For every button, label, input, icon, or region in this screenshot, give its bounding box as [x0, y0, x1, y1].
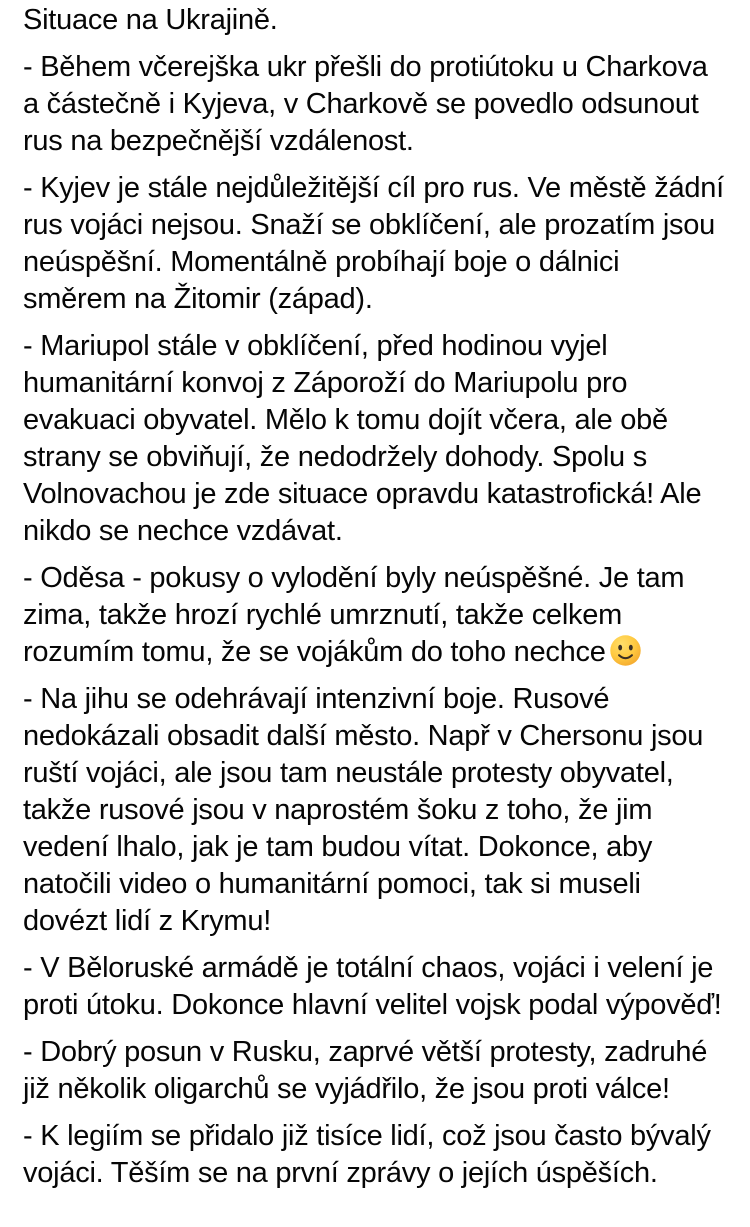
post-paragraph-with-emoji: [23, 560, 730, 671]
post-paragraph: - K legiím se přidalo již tisíce lidí, což jsou často bývalý vojáci. Těším se na první zprávy o jejích úspěších.: [23, 1120, 711, 1189]
post-paragraph: - Na jihu se odehrávají intenzivní boje. Rusové nedokázali obsadit další město. Např v Chersonu jsou ruští vojáci, ale jsou tam neustále protesty obyvatel, takže rusové jsou v naprostém šoku z toho, že jim vedení lhalo, jak je tam budou vítat. Dokonce, aby natočili video o humanitární pomoci, tak si museli dovézt lidí z Krymu!: [23, 683, 704, 937]
slightly-smiling-face-emoji: [609, 634, 642, 667]
post-title: Situace na Ukrajině.: [23, 4, 278, 36]
post-paragraph: - Dobrý posun v Rusku, zaprvé větší protesty, zadruhé již několik oligarchů se vyjádřilo, že jsou proti válce!: [23, 1036, 708, 1105]
post-paragraph: - Mariupol stále v obklíčení, před hodinou vyjel humanitární konvoj z Záporoží do Mariupolu pro evakuaci obyvatel. Mělo k tomu dojít včera, ale obě strany se obviňují, že nedodržely dohody. Spolu s Volnovachou je zde situace opravdu katastrofická! Ale nikdo se nechce vzdávat.: [23, 330, 702, 547]
post-paragraph: - Kyjev je stále nejdůležitější cíl pro rus. Ve městě žádní rus vojáci nejsou. Snaží se obklíčení, ale prozatím jsou neúspěšní. Momentálně probíhají boje o dálnici směrem na Žitomir (západ).: [23, 172, 724, 315]
post-paragraph: - V Běloruské armádě je totální chaos, vojáci i velení je proti útoku. Dokonce hlavní velitel vojsk podal výpověď!: [23, 952, 722, 1021]
post-paragraph: - Během včerejška ukr přešli do protiútoku u Charkova a částečně i Kyjeva, v Charkově se povedlo odsunout rus na bezpečnější vzdálenost.: [23, 51, 708, 157]
post-paragraph-text: - Oděsa - pokusy o vylodění byly neúspěšné. Je tam zima, takže hrozí rychlé umrznutí, takže celkem rozumím tomu, že se vojákům do toho nechce: [23, 562, 685, 668]
